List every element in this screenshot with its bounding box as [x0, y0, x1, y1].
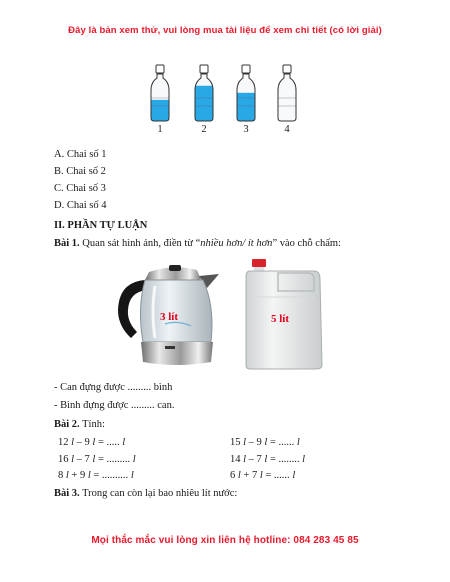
- choice-b: B. Chai số 2: [54, 166, 106, 177]
- kettle-capacity-label: 3 lít: [160, 311, 179, 323]
- preview-notice-banner: Đây là bản xem thử, vui lòng mua tài liệu để xem chi tiết (có lời giải): [68, 25, 382, 36]
- bottle-water-2: [194, 86, 214, 122]
- choice-c: C. Chai số 3: [54, 183, 106, 194]
- bai1-text-after: ” vào chỗ chấm:: [272, 238, 341, 249]
- bottle-4: [278, 65, 296, 121]
- bai1-line-1: - Can đựng được ......... bình: [54, 382, 173, 393]
- bottle-label-4: 4: [284, 124, 290, 135]
- bai3-label: Bài 3.: [54, 488, 80, 499]
- hotline-footer-banner: Mọi thắc mắc vui lòng xin liên hệ hotline: 084 283 45 85: [91, 535, 359, 546]
- bottle-3: [236, 65, 256, 122]
- bottle-label-3: 3: [243, 124, 249, 135]
- bai1-line-2: - Bình đựng được ......... can.: [54, 400, 175, 411]
- bottles-illustration: [140, 62, 310, 122]
- calc-left-2: 16 l – 7 l = ......... l: [58, 454, 136, 465]
- bai2-label: Bài 2.: [54, 419, 80, 430]
- bottle-2: [194, 65, 214, 122]
- bai2-text: Tính:: [79, 419, 105, 430]
- section-title: II. PHẦN TỰ LUẬN: [54, 220, 148, 231]
- choice-d: D. Chai số 4: [54, 200, 107, 211]
- bai3-prompt: [54, 488, 237, 499]
- calc-right-2: 14 l – 7 l = ........ l: [230, 454, 306, 465]
- bottle-label-1: 1: [157, 124, 163, 135]
- calc-left-3: 8 l + 9 l = .......... l: [58, 470, 134, 481]
- bottle-water-1: [150, 100, 170, 122]
- choice-a: A. Chai số 1: [54, 149, 107, 160]
- bottle-water-3: [236, 93, 256, 122]
- bai1-text-italic: nhiều hơn/ ít hơn: [200, 238, 273, 249]
- bai3-text: Trong can còn lại bao nhiêu lít nước:: [79, 488, 238, 499]
- bai2-prompt: [54, 419, 105, 430]
- calc-right-1: 15 l – 9 l = ...... l: [230, 437, 300, 448]
- bai1-prompt: [54, 238, 341, 249]
- bai1-label: Bài 1.: [54, 238, 80, 249]
- calc-left-1: 12 l – 9 l = ..... l: [58, 437, 126, 448]
- bai1-text-before: Quan sát hình ảnh, điền từ “: [79, 238, 201, 249]
- bottle-label-2: 2: [201, 124, 207, 135]
- can-capacity-label: 5 lít: [271, 313, 290, 325]
- bottle-1: [150, 65, 170, 122]
- calc-right-3: 6 l + 7 l = ...... l: [230, 470, 296, 481]
